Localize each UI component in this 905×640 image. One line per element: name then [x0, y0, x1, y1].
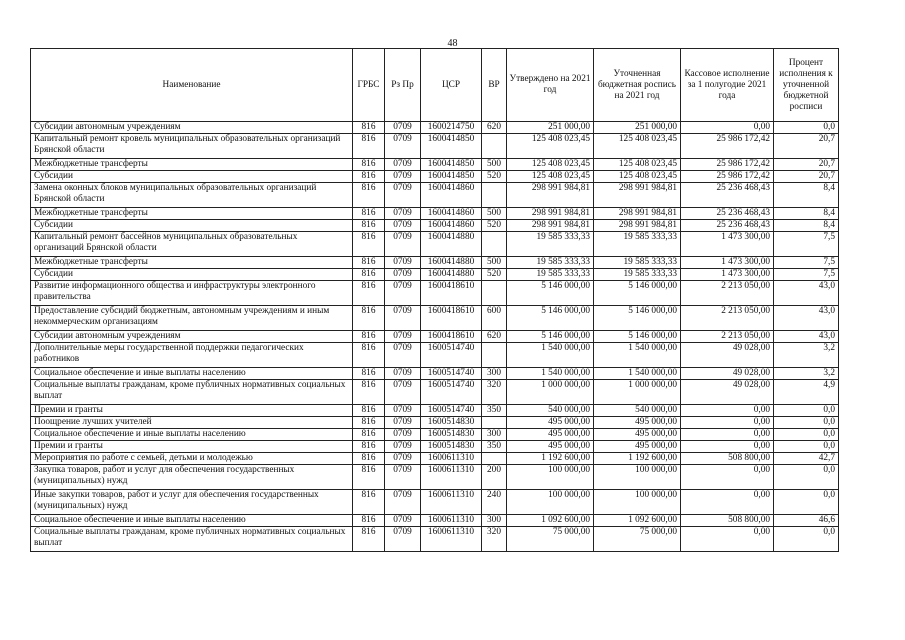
- cell-refined: 298 991 984,81: [594, 220, 681, 232]
- cell-rzpr: 0709: [385, 281, 421, 306]
- cell-approved: 125 408 023,45: [507, 159, 594, 171]
- cell-percent: 0,0: [774, 405, 839, 417]
- cell-rzpr: 0709: [385, 429, 421, 441]
- cell-approved: 495 000,00: [507, 441, 594, 453]
- table-row: [31, 527, 839, 552]
- cell-name: Социальные выплаты гражданам, кроме публичных нормативных социальных выплат: [31, 527, 353, 552]
- cell-rzpr: 0709: [385, 122, 421, 134]
- cell-approved: 19 585 333,33: [507, 269, 594, 281]
- cell-approved: 298 991 984,81: [507, 208, 594, 220]
- table-header-row: [31, 49, 839, 122]
- cell-rzpr: 0709: [385, 159, 421, 171]
- header-refined: Уточненная бюджетная роспись на 2021 год: [594, 49, 681, 122]
- cell-refined: 19 585 333,33: [594, 232, 681, 257]
- cell-refined: 125 408 023,45: [594, 134, 681, 159]
- cell-approved: 495 000,00: [507, 429, 594, 441]
- table-row: [31, 232, 839, 257]
- cell-percent: 8,4: [774, 220, 839, 232]
- cell-percent: 46,6: [774, 515, 839, 527]
- cell-approved: 125 408 023,45: [507, 171, 594, 183]
- cell-name: Предоставление субсидий бюджетным, автономным учреждениям и иным некоммерческим организациям: [31, 306, 353, 331]
- cell-refined: 100 000,00: [594, 465, 681, 490]
- cell-grbs: 816: [353, 134, 385, 159]
- cell-percent: 8,4: [774, 208, 839, 220]
- cell-cash: 508 800,00: [681, 515, 774, 527]
- cell-grbs: 816: [353, 281, 385, 306]
- cell-csr: 1600611310: [421, 515, 482, 527]
- cell-percent: 20,7: [774, 134, 839, 159]
- cell-grbs: 816: [353, 441, 385, 453]
- cell-cash: 2 213 050,00: [681, 281, 774, 306]
- cell-rzpr: 0709: [385, 257, 421, 269]
- cell-approved: 100 000,00: [507, 490, 594, 515]
- cell-refined: 100 000,00: [594, 490, 681, 515]
- cell-vr: 500: [482, 257, 507, 269]
- cell-csr: 1600418610: [421, 306, 482, 331]
- table-row: [31, 453, 839, 465]
- table-row: [31, 331, 839, 343]
- header-vr: ВР: [482, 49, 507, 122]
- cell-refined: 5 146 000,00: [594, 331, 681, 343]
- cell-rzpr: 0709: [385, 465, 421, 490]
- cell-cash: 0,00: [681, 465, 774, 490]
- cell-name: Замена оконных блоков муниципальных образовательных организаций Брянской области: [31, 183, 353, 208]
- cell-rzpr: 0709: [385, 343, 421, 368]
- cell-name: Межбюджетные трансферты: [31, 208, 353, 220]
- cell-percent: 20,7: [774, 171, 839, 183]
- cell-grbs: 816: [353, 208, 385, 220]
- cell-grbs: 816: [353, 490, 385, 515]
- cell-vr: [482, 343, 507, 368]
- cell-name: Поощрение лучших учителей: [31, 417, 353, 429]
- cell-grbs: 816: [353, 257, 385, 269]
- cell-rzpr: 0709: [385, 490, 421, 515]
- cell-vr: 350: [482, 405, 507, 417]
- cell-approved: 1 000 000,00: [507, 380, 594, 405]
- cell-vr: [482, 232, 507, 257]
- cell-rzpr: 0709: [385, 208, 421, 220]
- cell-csr: 1600414850: [421, 171, 482, 183]
- cell-cash: 25 236 468,43: [681, 220, 774, 232]
- cell-vr: 300: [482, 368, 507, 380]
- cell-rzpr: 0709: [385, 183, 421, 208]
- cell-cash: 0,00: [681, 405, 774, 417]
- cell-cash: 49 028,00: [681, 343, 774, 368]
- cell-name: Премии и гранты: [31, 405, 353, 417]
- cell-percent: 7,5: [774, 257, 839, 269]
- cell-grbs: 816: [353, 380, 385, 405]
- cell-cash: 508 800,00: [681, 453, 774, 465]
- table-row: [31, 490, 839, 515]
- cell-grbs: 816: [353, 465, 385, 490]
- cell-refined: 495 000,00: [594, 441, 681, 453]
- cell-csr: 1600214750: [421, 122, 482, 134]
- cell-approved: 5 146 000,00: [507, 331, 594, 343]
- cell-vr: 200: [482, 465, 507, 490]
- cell-refined: 5 146 000,00: [594, 306, 681, 331]
- cell-cash: 25 986 172,42: [681, 171, 774, 183]
- cell-cash: 0,00: [681, 429, 774, 441]
- cell-approved: 1 192 600,00: [507, 453, 594, 465]
- cell-csr: 1600514740: [421, 368, 482, 380]
- cell-cash: 1 473 300,00: [681, 232, 774, 257]
- table-row: [31, 122, 839, 134]
- cell-cash: 49 028,00: [681, 368, 774, 380]
- cell-csr: 1600414860: [421, 183, 482, 208]
- cell-csr: 1600414850: [421, 159, 482, 171]
- table-row: [31, 257, 839, 269]
- cell-cash: 49 028,00: [681, 380, 774, 405]
- cell-csr: 1600414850: [421, 134, 482, 159]
- cell-name: Социальное обеспечение и иные выплаты населению: [31, 515, 353, 527]
- cell-vr: [482, 134, 507, 159]
- cell-percent: 0,0: [774, 465, 839, 490]
- table-row: [31, 515, 839, 527]
- cell-rzpr: 0709: [385, 453, 421, 465]
- cell-percent: 7,5: [774, 269, 839, 281]
- cell-csr: 1600414880: [421, 269, 482, 281]
- cell-cash: 0,00: [681, 122, 774, 134]
- cell-percent: 43,0: [774, 281, 839, 306]
- cell-cash: 25 236 468,43: [681, 208, 774, 220]
- cell-cash: 1 473 300,00: [681, 257, 774, 269]
- cell-cash: 0,00: [681, 417, 774, 429]
- cell-vr: 500: [482, 208, 507, 220]
- cell-percent: 7,5: [774, 232, 839, 257]
- budget-table-container: [30, 48, 839, 552]
- cell-cash: 2 213 050,00: [681, 331, 774, 343]
- cell-vr: [482, 183, 507, 208]
- cell-approved: 1 092 600,00: [507, 515, 594, 527]
- table-row: [31, 220, 839, 232]
- cell-grbs: 816: [353, 306, 385, 331]
- cell-name: Иные закупки товаров, работ и услуг для обеспечения государственных (муниципальных) нужд: [31, 490, 353, 515]
- cell-refined: 495 000,00: [594, 417, 681, 429]
- table-row: [31, 417, 839, 429]
- cell-rzpr: 0709: [385, 368, 421, 380]
- cell-rzpr: 0709: [385, 306, 421, 331]
- table-row: [31, 134, 839, 159]
- cell-cash: 2 213 050,00: [681, 306, 774, 331]
- cell-name: Субсидии: [31, 171, 353, 183]
- cell-vr: 240: [482, 490, 507, 515]
- cell-grbs: 816: [353, 159, 385, 171]
- cell-name: Межбюджетные трансферты: [31, 159, 353, 171]
- cell-approved: 251 000,00: [507, 122, 594, 134]
- cell-percent: 43,0: [774, 306, 839, 331]
- cell-percent: 4,9: [774, 380, 839, 405]
- cell-name: Межбюджетные трансферты: [31, 257, 353, 269]
- cell-csr: 1600414860: [421, 208, 482, 220]
- cell-name: Капитальный ремонт кровель муниципальных образовательных организаций Брянской области: [31, 134, 353, 159]
- cell-name: Субсидии автономным учреждениям: [31, 331, 353, 343]
- cell-grbs: 816: [353, 343, 385, 368]
- cell-cash: 0,00: [681, 441, 774, 453]
- table-row: [31, 380, 839, 405]
- cell-refined: 1 000 000,00: [594, 380, 681, 405]
- cell-cash: 25 986 172,42: [681, 134, 774, 159]
- table-row: [31, 183, 839, 208]
- cell-percent: 8,4: [774, 183, 839, 208]
- cell-rzpr: 0709: [385, 269, 421, 281]
- cell-approved: 100 000,00: [507, 465, 594, 490]
- cell-grbs: 816: [353, 220, 385, 232]
- cell-percent: 0,0: [774, 490, 839, 515]
- cell-percent: 0,0: [774, 122, 839, 134]
- cell-name: Капитальный ремонт бассейнов муниципальных образовательных организаций Брянской области: [31, 232, 353, 257]
- cell-approved: 298 991 984,81: [507, 220, 594, 232]
- header-rzpr: Рз Пр: [385, 49, 421, 122]
- cell-grbs: 816: [353, 331, 385, 343]
- cell-csr: 1600514740: [421, 343, 482, 368]
- cell-vr: 520: [482, 171, 507, 183]
- cell-refined: 1 540 000,00: [594, 368, 681, 380]
- cell-grbs: 816: [353, 405, 385, 417]
- table-row: [31, 269, 839, 281]
- cell-refined: 1 540 000,00: [594, 343, 681, 368]
- cell-vr: [482, 417, 507, 429]
- cell-cash: 25 236 468,43: [681, 183, 774, 208]
- cell-approved: 5 146 000,00: [507, 281, 594, 306]
- cell-vr: 350: [482, 441, 507, 453]
- cell-rzpr: 0709: [385, 441, 421, 453]
- cell-rzpr: 0709: [385, 171, 421, 183]
- cell-refined: 19 585 333,33: [594, 269, 681, 281]
- cell-name: Субсидии: [31, 269, 353, 281]
- cell-approved: 75 000,00: [507, 527, 594, 552]
- header-name: Наименование: [31, 49, 353, 122]
- cell-refined: 251 000,00: [594, 122, 681, 134]
- cell-approved: 125 408 023,45: [507, 134, 594, 159]
- cell-grbs: 816: [353, 171, 385, 183]
- header-percent: Процент исполнения к уточненной бюджетной росписи: [774, 49, 839, 122]
- cell-approved: 540 000,00: [507, 405, 594, 417]
- cell-refined: 1 092 600,00: [594, 515, 681, 527]
- cell-vr: 620: [482, 122, 507, 134]
- cell-rzpr: 0709: [385, 232, 421, 257]
- table-row: [31, 159, 839, 171]
- cell-percent: 0,0: [774, 527, 839, 552]
- cell-refined: 495 000,00: [594, 429, 681, 441]
- page-number: 48: [447, 38, 458, 49]
- cell-vr: 320: [482, 527, 507, 552]
- cell-refined: 125 408 023,45: [594, 159, 681, 171]
- cell-rzpr: 0709: [385, 405, 421, 417]
- cell-name: Социальные выплаты гражданам, кроме публичных нормативных социальных выплат: [31, 380, 353, 405]
- cell-csr: 1600418610: [421, 281, 482, 306]
- cell-csr: 1600418610: [421, 331, 482, 343]
- cell-csr: 1600514830: [421, 429, 482, 441]
- cell-csr: 1600514740: [421, 405, 482, 417]
- cell-percent: 3,2: [774, 343, 839, 368]
- cell-refined: 75 000,00: [594, 527, 681, 552]
- cell-percent: 43,0: [774, 331, 839, 343]
- cell-csr: 1600611310: [421, 465, 482, 490]
- cell-refined: 298 991 984,81: [594, 208, 681, 220]
- cell-percent: 0,0: [774, 429, 839, 441]
- header-grbs: ГРБС: [353, 49, 385, 122]
- table-row: [31, 405, 839, 417]
- cell-grbs: 816: [353, 269, 385, 281]
- cell-percent: 42,7: [774, 453, 839, 465]
- cell-cash: 1 473 300,00: [681, 269, 774, 281]
- cell-rzpr: 0709: [385, 417, 421, 429]
- cell-cash: 25 986 172,42: [681, 159, 774, 171]
- cell-cash: 0,00: [681, 527, 774, 552]
- cell-csr: 1600514830: [421, 441, 482, 453]
- cell-name: Социальное обеспечение и иные выплаты населению: [31, 368, 353, 380]
- cell-grbs: 816: [353, 429, 385, 441]
- cell-name: Субсидии автономным учреждениям: [31, 122, 353, 134]
- cell-refined: 1 192 600,00: [594, 453, 681, 465]
- cell-rzpr: 0709: [385, 134, 421, 159]
- cell-refined: 19 585 333,33: [594, 257, 681, 269]
- cell-csr: 1600414880: [421, 232, 482, 257]
- cell-csr: 1600414880: [421, 257, 482, 269]
- cell-refined: 125 408 023,45: [594, 171, 681, 183]
- cell-grbs: 816: [353, 183, 385, 208]
- cell-approved: 1 540 000,00: [507, 343, 594, 368]
- cell-rzpr: 0709: [385, 380, 421, 405]
- table-row: [31, 441, 839, 453]
- cell-vr: 320: [482, 380, 507, 405]
- cell-rzpr: 0709: [385, 527, 421, 552]
- cell-name: Закупка товаров, работ и услуг для обеспечения государственных (муниципальных) нужд: [31, 465, 353, 490]
- table-row: [31, 306, 839, 331]
- cell-vr: 520: [482, 220, 507, 232]
- cell-percent: 0,0: [774, 441, 839, 453]
- cell-vr: [482, 281, 507, 306]
- cell-rzpr: 0709: [385, 331, 421, 343]
- cell-name: Мероприятия по работе с семьей, детьми и молодежью: [31, 453, 353, 465]
- cell-vr: 300: [482, 429, 507, 441]
- cell-approved: 19 585 333,33: [507, 232, 594, 257]
- cell-percent: 20,7: [774, 159, 839, 171]
- cell-csr: 1600514830: [421, 417, 482, 429]
- header-cash: Кассовое исполнение за 1 полугодие 2021 года: [681, 49, 774, 122]
- cell-rzpr: 0709: [385, 515, 421, 527]
- cell-percent: 0,0: [774, 417, 839, 429]
- cell-csr: 1600611310: [421, 490, 482, 515]
- cell-grbs: 816: [353, 417, 385, 429]
- cell-csr: 1600611310: [421, 527, 482, 552]
- cell-name: Развитие информационного общества и инфраструктуры электронного правительства: [31, 281, 353, 306]
- cell-grbs: 816: [353, 515, 385, 527]
- cell-vr: 300: [482, 515, 507, 527]
- cell-csr: 1600611310: [421, 453, 482, 465]
- cell-csr: 1600514740: [421, 380, 482, 405]
- cell-approved: 495 000,00: [507, 417, 594, 429]
- table-body: [31, 122, 839, 552]
- cell-refined: 540 000,00: [594, 405, 681, 417]
- cell-refined: 298 991 984,81: [594, 183, 681, 208]
- cell-approved: 1 540 000,00: [507, 368, 594, 380]
- table-row: [31, 465, 839, 490]
- cell-approved: 19 585 333,33: [507, 257, 594, 269]
- table-row: [31, 281, 839, 306]
- cell-vr: 500: [482, 159, 507, 171]
- cell-percent: 3,2: [774, 368, 839, 380]
- header-approved: Утверждено на 2021 год: [507, 49, 594, 122]
- cell-grbs: 816: [353, 122, 385, 134]
- cell-approved: 5 146 000,00: [507, 306, 594, 331]
- cell-csr: 1600414860: [421, 220, 482, 232]
- cell-vr: [482, 453, 507, 465]
- cell-grbs: 816: [353, 368, 385, 380]
- cell-vr: 620: [482, 331, 507, 343]
- table-row: [31, 368, 839, 380]
- cell-refined: 5 146 000,00: [594, 281, 681, 306]
- cell-grbs: 816: [353, 527, 385, 552]
- table-row: [31, 208, 839, 220]
- table-row: [31, 343, 839, 368]
- cell-vr: 520: [482, 269, 507, 281]
- cell-name: Премии и гранты: [31, 441, 353, 453]
- cell-name: Социальное обеспечение и иные выплаты населению: [31, 429, 353, 441]
- table-row: [31, 171, 839, 183]
- cell-vr: 600: [482, 306, 507, 331]
- cell-rzpr: 0709: [385, 220, 421, 232]
- cell-grbs: 816: [353, 232, 385, 257]
- table-row: [31, 429, 839, 441]
- budget-table: [30, 48, 839, 552]
- cell-cash: 0,00: [681, 490, 774, 515]
- cell-name: Субсидии: [31, 220, 353, 232]
- cell-approved: 298 991 984,81: [507, 183, 594, 208]
- header-csr: ЦСР: [421, 49, 482, 122]
- cell-grbs: 816: [353, 453, 385, 465]
- cell-name: Дополнительные меры государственной поддержки педагогических работников: [31, 343, 353, 368]
